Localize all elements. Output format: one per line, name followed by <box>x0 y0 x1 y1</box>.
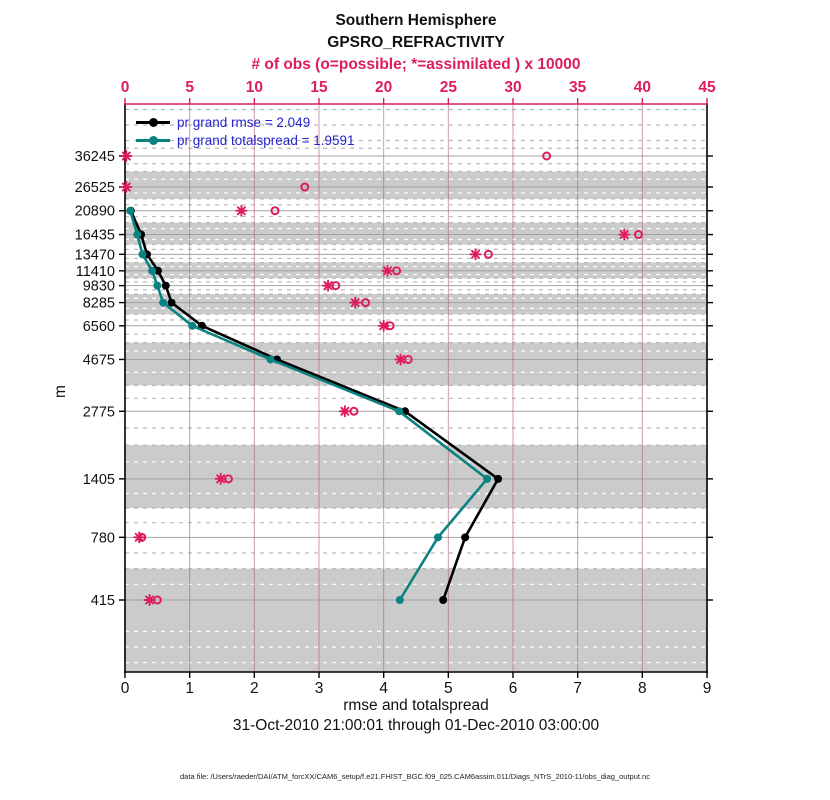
top-tick-label: 0 <box>120 79 130 96</box>
totalspread-point <box>126 207 134 215</box>
top-axis-title: # of obs (o=possible; *=assimilated ) x 10000 <box>251 56 581 73</box>
x-tick-label: 5 <box>444 680 453 697</box>
top-tick-label: 10 <box>245 79 263 96</box>
totalspread-point <box>148 267 156 275</box>
rmse-legend-marker <box>136 121 170 124</box>
y-tick-label: 1405 <box>82 471 115 488</box>
totalspread-point <box>483 475 491 483</box>
y-tick-label: 415 <box>90 593 115 609</box>
rmse-point <box>162 282 170 290</box>
x-tick-label: 2 <box>250 680 259 697</box>
y-tick-label: 16435 <box>74 227 115 244</box>
rmse-point <box>461 533 469 541</box>
totalspread-legend-label: pr grand totalspread = 1.9591 <box>177 133 355 148</box>
y-tick-label: 4675 <box>82 352 115 369</box>
x-tick-label: 4 <box>379 680 388 697</box>
y-tick-label: 36245 <box>74 149 115 165</box>
top-tick-label: 20 <box>375 79 393 96</box>
rmse-legend-label: pr grand rmse = 2.049 <box>177 115 311 130</box>
top-tick-label: 35 <box>569 79 587 96</box>
top-tick-label: 25 <box>439 79 457 96</box>
x-tick-label: 7 <box>573 680 582 697</box>
y-tick-label: 8285 <box>82 295 115 312</box>
y-tick-label: 20890 <box>74 203 115 220</box>
level-band <box>125 223 707 245</box>
totalspread-point <box>133 231 141 239</box>
x-axis-title: rmse and totalspread <box>343 697 489 714</box>
y-tick-label: 13470 <box>74 247 115 264</box>
data-file-path: data file: /Users/raeder/DAI/ATM_forcXX/CAM6_setup/f.e21.FHIST_BGC.f09_025.CAM6assim.011/Diags_NTrS_2010-11/obs_diag_output.nc <box>180 772 650 781</box>
y-tick-label: 9830 <box>82 278 115 295</box>
totalspread-point <box>396 596 404 604</box>
x-tick-label: 0 <box>120 680 130 697</box>
y-tick-label: 11410 <box>75 263 115 280</box>
y-tick-label: 26525 <box>74 180 115 197</box>
rmse-point <box>494 475 502 483</box>
top-tick-label: 5 <box>185 79 194 96</box>
top-tick-label: 40 <box>633 79 651 96</box>
plot-subtitle: GPSRO_REFRACTIVITY <box>327 34 505 51</box>
totalspread-point <box>138 250 146 258</box>
totalspread-legend-marker <box>136 139 170 142</box>
top-tick-label: 30 <box>504 79 522 96</box>
y-axis-title: m <box>52 385 69 398</box>
totalspread-point <box>153 282 161 290</box>
totalspread-point <box>395 407 403 415</box>
totalspread-point <box>188 322 196 330</box>
x-tick-label: 8 <box>638 680 647 697</box>
legend <box>136 115 355 148</box>
y-tick-label: 2775 <box>82 404 115 421</box>
x-tick-label: 9 <box>702 680 712 697</box>
y-tick-label: 780 <box>90 530 115 547</box>
title-block <box>125 10 707 54</box>
level-band <box>125 294 707 314</box>
level-band <box>125 172 707 199</box>
totalspread-point <box>267 355 275 363</box>
top-tick-label: 45 <box>698 79 716 96</box>
rmse-point <box>439 596 447 604</box>
x-tick-label: 3 <box>314 680 324 697</box>
y-tick-label: 6560 <box>82 318 115 335</box>
level-band <box>125 445 707 508</box>
top-tick-label: 15 <box>310 79 328 96</box>
x-tick-label: 6 <box>508 680 518 697</box>
x-tick-label: 1 <box>185 680 194 697</box>
legend-item-totalspread <box>136 133 355 148</box>
plot-title: Southern Hemisphere <box>335 12 497 29</box>
totalspread-point <box>159 299 167 307</box>
totalspread-point <box>434 533 442 541</box>
date-range: 31-Oct-2010 21:00:01 through 01-Dec-2010 03:00:00 <box>232 717 600 734</box>
legend-item-rmse <box>136 115 355 130</box>
level-band <box>125 343 707 386</box>
